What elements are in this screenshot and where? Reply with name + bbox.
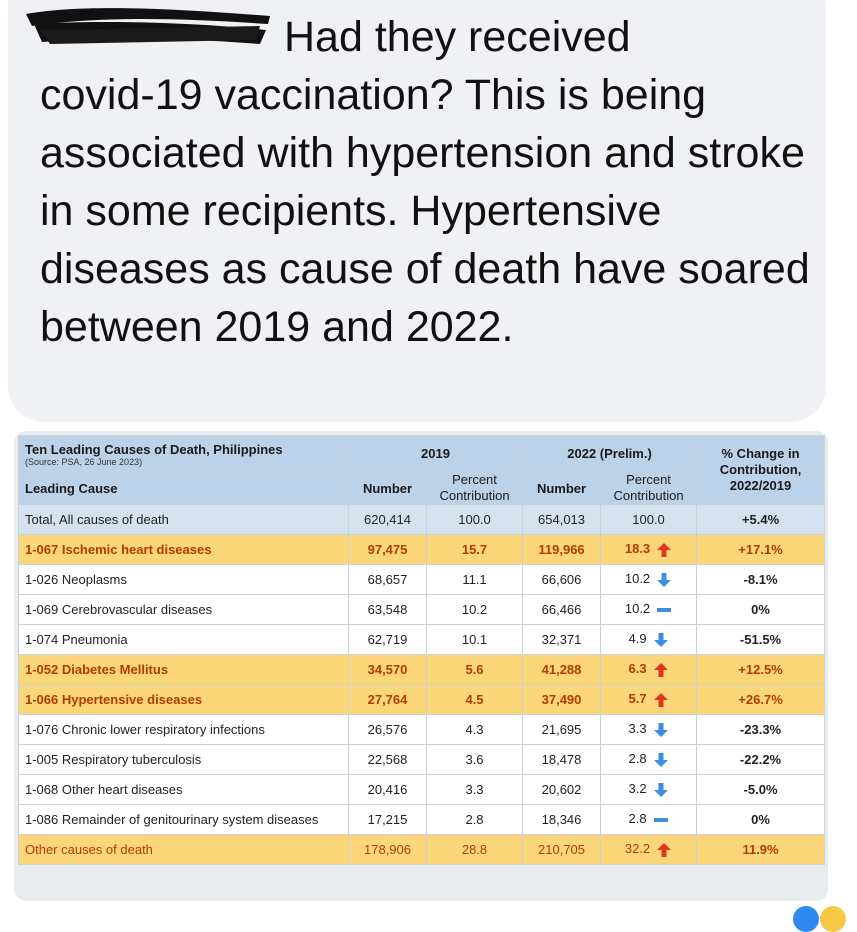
cell-number-2019: 22,568	[349, 745, 427, 775]
cell-percent-2019: 4.5	[427, 685, 523, 715]
percent-2022-value: 6.3	[628, 661, 647, 677]
percent-2022-value: 18.3	[624, 541, 651, 557]
table-row	[19, 655, 825, 685]
header-number-2019: Number	[349, 472, 427, 505]
cell-cause: 1-005 Respiratory tuberculosis	[19, 745, 349, 775]
cell-change: +5.4%	[697, 505, 825, 535]
header-number-2022: Number	[523, 472, 601, 505]
arrow-down-icon	[656, 572, 672, 588]
cell-cause: 1-076 Chronic lower respiratory infections	[19, 715, 349, 745]
cell-change: +17.1%	[697, 535, 825, 565]
cell-cause: 1-067 Ischemic heart diseases	[19, 535, 349, 565]
cell-number-2019: 27,764	[349, 685, 427, 715]
cell-percent-2019: 10.2	[427, 595, 523, 625]
arrow-down-icon	[653, 722, 669, 738]
cell-percent-2019: 4.3	[427, 715, 523, 745]
cell-percent-2022	[601, 745, 697, 775]
cell-percent-2022	[601, 565, 697, 595]
cell-number-2019: 97,475	[349, 535, 427, 565]
cell-change: -5.0%	[697, 775, 825, 805]
header-percent-2022: Percent Contribution	[601, 472, 697, 505]
percent-2022-value: 10.2	[624, 571, 651, 587]
cell-number-2019: 178,906	[349, 835, 427, 865]
cell-number-2022: 41,288	[523, 655, 601, 685]
cell-cause: 1-086 Remainder of genitourinary system diseases	[19, 805, 349, 835]
table-row	[19, 775, 825, 805]
cell-number-2022: 66,606	[523, 565, 601, 595]
cell-number-2019: 34,570	[349, 655, 427, 685]
cell-number-2019: 620,414	[349, 505, 427, 535]
cell-percent-2019: 15.7	[427, 535, 523, 565]
attached-image-table[interactable]	[14, 431, 828, 901]
cell-number-2019: 62,719	[349, 625, 427, 655]
table-row	[19, 505, 825, 535]
percent-2022-value: 3.3	[628, 721, 647, 737]
cell-cause: 1-066 Hypertensive diseases	[19, 685, 349, 715]
cell-number-2022: 32,371	[523, 625, 601, 655]
comment-body: covid-19 vaccination? This is being associated with hypertension and stroke in some recipients. Hypertensive diseases as cause of death have soared between 2019 and 2022.	[40, 71, 810, 351]
cell-percent-2019: 3.3	[427, 775, 523, 805]
cell-percent-2019: 28.8	[427, 835, 523, 865]
percent-2022-value: 3.2	[628, 781, 647, 797]
arrow-up-icon	[656, 842, 672, 858]
cell-number-2022: 654,013	[523, 505, 601, 535]
header-change: % Change in Contribution, 2022/2019	[697, 436, 825, 505]
causes-of-death-table	[18, 435, 825, 865]
cell-cause: 1-069 Cerebrovascular diseases	[19, 595, 349, 625]
table-title-cell	[19, 436, 349, 472]
arrow-up-icon	[656, 542, 672, 558]
reaction-like-icon[interactable]	[793, 906, 819, 932]
cell-number-2019: 63,548	[349, 595, 427, 625]
cell-number-2019: 26,576	[349, 715, 427, 745]
cell-change: -8.1%	[697, 565, 825, 595]
cell-number-2022: 18,346	[523, 805, 601, 835]
table-row	[19, 835, 825, 865]
cell-percent-2019: 10.1	[427, 625, 523, 655]
cell-percent-2022	[601, 775, 697, 805]
dash-icon	[653, 812, 669, 828]
cell-number-2019: 17,215	[349, 805, 427, 835]
table-title: Ten Leading Causes of Death, Philippines	[25, 442, 283, 457]
header-2019: 2019	[349, 436, 523, 472]
cell-cause: 1-026 Neoplasms	[19, 565, 349, 595]
table-row	[19, 805, 825, 835]
arrow-down-icon	[653, 752, 669, 768]
percent-2022-value: 2.8	[628, 751, 647, 767]
comment-text	[40, 8, 820, 356]
comment-first-line: Had they received	[284, 13, 631, 61]
table-row	[19, 625, 825, 655]
table-row	[19, 565, 825, 595]
cell-percent-2019: 100.0	[427, 505, 523, 535]
header-leading-cause: Leading Cause	[19, 472, 349, 505]
cell-change: +12.5%	[697, 655, 825, 685]
cell-number-2022: 21,695	[523, 715, 601, 745]
dash-icon	[656, 602, 672, 618]
percent-2022-value: 100.0	[632, 512, 665, 527]
cell-percent-2022	[601, 835, 697, 865]
cell-percent-2022	[601, 655, 697, 685]
table-row	[19, 595, 825, 625]
cell-number-2019: 68,657	[349, 565, 427, 595]
arrow-down-icon	[653, 782, 669, 798]
header-2022: 2022 (Prelim.)	[523, 436, 697, 472]
cell-change: 0%	[697, 805, 825, 835]
table-row	[19, 745, 825, 775]
cell-percent-2019: 11.1	[427, 565, 523, 595]
cell-percent-2022	[601, 535, 697, 565]
cell-cause: 1-068 Other heart diseases	[19, 775, 349, 805]
cell-change: -22.2%	[697, 745, 825, 775]
percent-2022-value: 5.7	[628, 691, 647, 707]
percent-2022-value: 2.8	[628, 811, 647, 827]
table-row	[19, 535, 825, 565]
arrow-down-icon	[653, 632, 669, 648]
cell-number-2022: 210,705	[523, 835, 601, 865]
cell-cause: 1-074 Pneumonia	[19, 625, 349, 655]
cell-change: 11.9%	[697, 835, 825, 865]
cell-percent-2022	[601, 505, 697, 535]
cell-number-2019: 20,416	[349, 775, 427, 805]
cell-number-2022: 37,490	[523, 685, 601, 715]
table-row	[19, 685, 825, 715]
arrow-up-icon	[653, 692, 669, 708]
cell-number-2022: 66,466	[523, 595, 601, 625]
cell-cause: Other causes of death	[19, 835, 349, 865]
cell-percent-2019: 3.6	[427, 745, 523, 775]
percent-2022-value: 32.2	[624, 841, 651, 857]
percent-2022-value: 10.2	[624, 601, 651, 617]
cell-percent-2022	[601, 625, 697, 655]
header-percent-2019: Percent Contribution	[427, 472, 523, 505]
cell-change: 0%	[697, 595, 825, 625]
cell-cause: 1-052 Diabetes Mellitus	[19, 655, 349, 685]
percent-2022-value: 4.9	[628, 631, 647, 647]
cell-percent-2019: 2.8	[427, 805, 523, 835]
cell-cause: Total, All causes of death	[19, 505, 349, 535]
cell-percent-2019: 5.6	[427, 655, 523, 685]
cell-change: -23.3%	[697, 715, 825, 745]
cell-percent-2022	[601, 715, 697, 745]
cell-number-2022: 20,602	[523, 775, 601, 805]
cell-percent-2022	[601, 805, 697, 835]
table-row	[19, 715, 825, 745]
cell-number-2022: 119,966	[523, 535, 601, 565]
arrow-up-icon	[653, 662, 669, 678]
cell-change: +26.7%	[697, 685, 825, 715]
table-source: (Source: PSA, 26 June 2023)	[25, 457, 143, 467]
cell-number-2022: 18,478	[523, 745, 601, 775]
cell-change: -51.5%	[697, 625, 825, 655]
reaction-haha-icon[interactable]	[820, 906, 846, 932]
cell-percent-2022	[601, 685, 697, 715]
cell-percent-2022	[601, 595, 697, 625]
